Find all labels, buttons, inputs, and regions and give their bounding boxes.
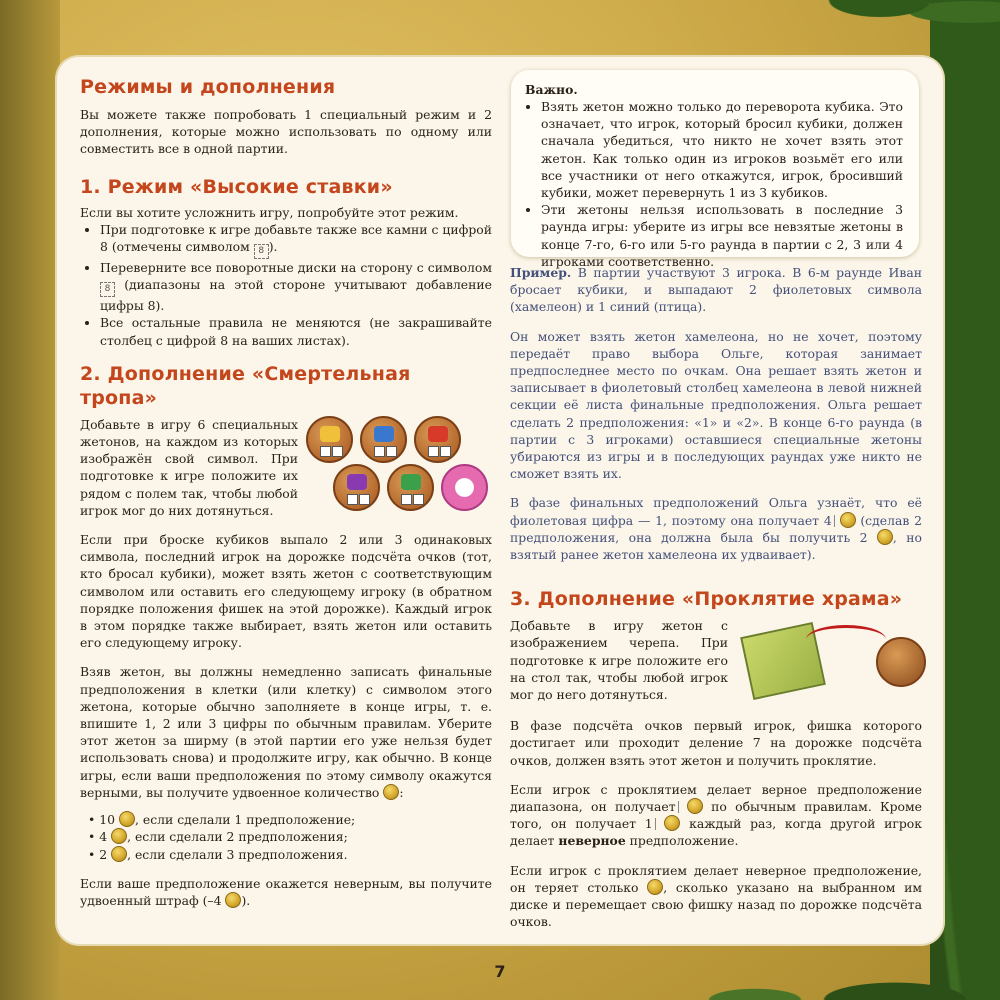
mode1-list [80,221,492,349]
important-title: Важно. [525,82,578,97]
example-paragraph-3: В фазе финальных предположений Ольга узнаёт, что её фиолетовая цифра — 1, поэтому она получает 4 (сделав 2 предположения, она должна была бы получить 2 , но взятый ранее жетон хамелеона их удваивает). [510,495,922,563]
mode1-lead: Если вы хотите усложнить игру, попробуйте этот режим. [80,204,459,220]
coin-icon [877,529,893,545]
token-idol [441,464,488,511]
token-chameleon [333,464,380,511]
reward-line-3: • 2 , если сделали 3 предположения. [88,846,348,862]
jungle-foliage-top [700,0,1000,60]
example-paragraph-1: Пример. В партии участвуют 3 игрока. В 6-м раунде Иван бросает кубики, и выпадают 2 фиолетовых символа (хамелеон) и 1 синий (птица). [510,265,922,315]
example-paragraph-2: Он может взять жетон хамелеона, но не хочет, поэтому передаёт право выбора Ольге, которая занимает предпоследнее место по очкам. Она решает взять жетон и записывает в фиолетовый столбец хамелеона в левой нижней секции её листа финальные предположения. Ольга решает сделать 2 предположения: «1» и «2». В конце 6-го раунда (в партии с 3 игроками) оставшиеся специальные жетоны убираются из игры и в последующих раундах уже никто не сможет взять их. [510,328,922,482]
coin-icon [687,798,703,814]
coin-icon [647,879,663,895]
coin-icon [111,828,127,844]
skull-token-icon [876,637,926,687]
page-number: 7 [494,962,506,981]
coin-icon [840,512,856,528]
addon2-intro: Добавьте в игру 6 специальных жетонов, на каждом из которых изображён свой символ. При подготовке к игре положите их рядом с полем так, чтобы любой игрок мог до них дотянуться. [80,416,298,518]
jungle-foliage-bottom [650,940,1000,1000]
addon3-title: 3. Дополнение «Проклятие храма» [510,588,903,611]
example-label: Пример. [510,265,572,280]
temple-curse-illustration [736,621,926,696]
arrow-icon [806,625,886,654]
eight-symbol-icon: 8 [254,244,269,259]
coin-icon [664,815,680,831]
reward-line-2: • 4 , если сделали 2 предположения; [88,829,348,845]
list-item: • При подготовке к игре добавьте также все камни с цифрой 8 (отмечены символом 8 ). [100,221,492,259]
right-column [510,264,922,931]
important-list [525,98,903,270]
addon3-paragraph-2: Если игрок с проклятием делает верное предположение диапазона, он получает по обычным правилам. Кроме того, он получает 1 каждый раз, когда другой игрок делает неверное предположение. [510,781,922,849]
addon2-paragraph-2: Взяв жетон, вы должны немедленно записать финальные предположения в клетки (или клетку) с символом этого жетона, которые обычно заполняете в конце игры, т. е. впишите 1, 2 или 3 цифры по обычным правилам. Уберите этот жетон за ширму (в этой партии его уже нельзя будет использовать снова) и продолжите игру, как обычно. В конце игры, если ваши предположения по этому символу окажутся верными, вы получите удвоенное количество : [80,664,492,800]
token-snake [387,464,434,511]
left-column [80,70,492,909]
list-item: • Взять жетон можно только до переворота кубика. Это означает, что игрок, который бросил кубики, должен сначала убедиться, что никто не хочет взять этот жетон. Как только один из игроков возьмёт его или все участники от него откажутся, игрок, бросивший кубики, может перевернуть 1 из 3 кубиков. [541,98,903,201]
coin-icon [119,811,135,827]
important-box [511,70,919,269]
addon3-paragraph-1: В фазе подсчёта очков первый игрок, фишка которого достигает или проходит деление 7 на дорожке подсчёта очков, должен взять этот жетон и получить проклятие. [510,718,922,768]
jungle-background-left [0,0,60,1000]
list-item: • Все остальные правила не меняются (не закрашивайте столбец с цифрой 8 на ваших листах). [100,314,492,348]
addon3-intro: Добавьте в игру жетон с изображением черепа. При подготовке к игре положите его на стол так, чтобы любой игрок мог до него дотянуться. [510,618,728,703]
token-jaguar [306,416,353,463]
coin-icon [383,784,399,800]
deadly-path-tokens [306,416,496,511]
addon2-paragraph-3: Если ваше предположение окажется неверным, вы получите удвоенный штраф (–4 ). [80,875,492,908]
coin-icon [225,892,241,908]
section-title-modes: Режимы и дополнения [80,76,336,98]
token-bird [360,416,407,463]
addon2-paragraph-1: Если при броске кубиков выпало 2 или 3 одинаковых символа, последний игрок на дорожке подсчёта очков (тот, кто бросал кубики), может взять жетон с соответствующим символом или оставить его следующему игроку (в обратном порядке положения фишек на этой дорожке). Каждый игрок в этом порядке также выбирает, взять жетон или оставить его следующему игроку. [80,532,492,651]
reward-line-1: • 10 , если сделали 1 предположение; [88,812,356,828]
addon3-paragraph-3: Если игрок с проклятием делает неверное предположение, он теряет столько , сколько указано на выбранном им диске и перемещает свою фишку назад по дорожке подсчёта очков. [510,862,922,930]
token-flag [414,416,461,463]
coin-icon [111,846,127,862]
list-item: • Переверните все поворотные диски на сторону с символом 8 (диапазоны на этой стороне учитывают добавление цифры 8). [100,259,492,314]
eight-symbol-icon: 8 [100,282,115,297]
addon2-title: 2. Дополнение «Смертельная тропа» [80,362,411,409]
list-item: • Эти жетоны нельзя использовать в последние 3 раунда игры: уберите из игры все невзятые жетоны в конце 7-го, 6-го или 5-го раунда в партии с 2, 3 или 4 игроками соответственно. [541,201,903,270]
example-block [510,264,922,563]
mode1-title: 1. Режим «Высокие ставки» [80,175,393,198]
modes-intro: Вы можете также попробовать 1 специальный режим и 2 дополнения, которые можно использовать по одному или совместить все в одной партии. [80,107,492,157]
